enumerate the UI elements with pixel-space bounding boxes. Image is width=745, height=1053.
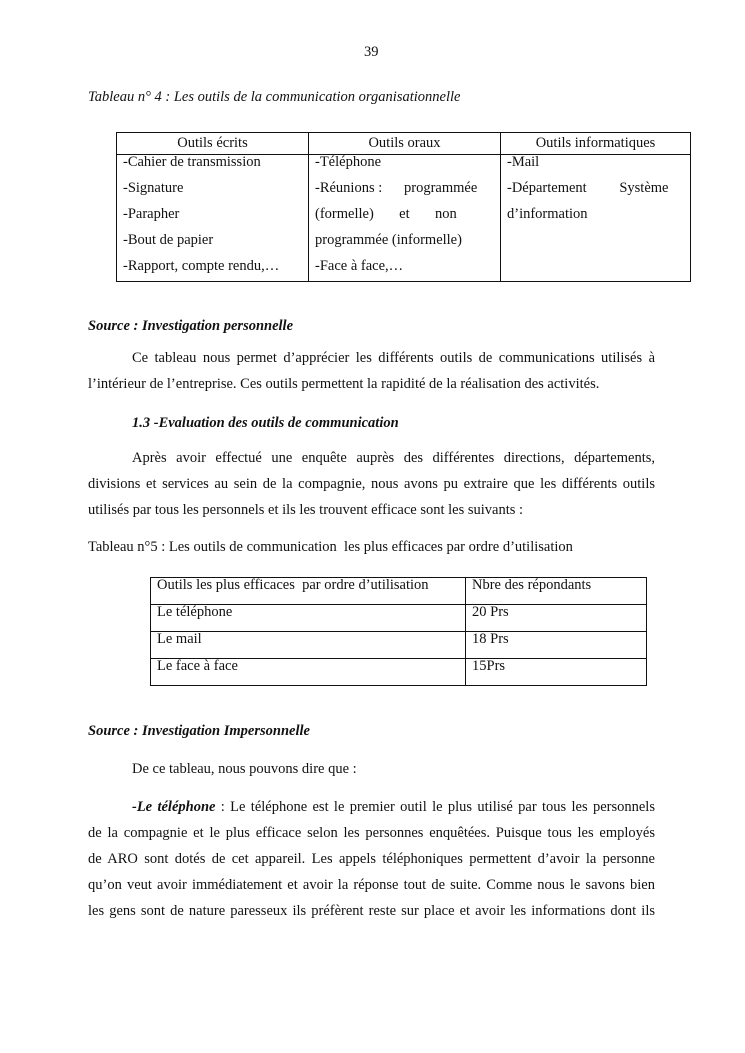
paragraph: De ce tableau, nous pouvons dire que : xyxy=(132,761,357,777)
term-telephone: -Le téléphone xyxy=(132,799,216,815)
cell-line: (formelle) et non xyxy=(315,206,457,222)
paragraph-line: utilisés par tous les personnels et ils les trouvent efficace sont les suivants : xyxy=(88,502,524,518)
cell-line: -Bout de papier xyxy=(123,232,214,248)
paragraph-line: Ce tableau nous permet d’apprécier les différents outils de communications utilisés à xyxy=(132,350,655,366)
table-cell: Le mail xyxy=(151,632,466,659)
table5-caption: Tableau n°5 : Les outils de communication les plus efficaces par ordre d’utilisation xyxy=(88,539,573,555)
cell-line: -Cahier de transmission xyxy=(123,154,261,170)
table4-caption: Tableau n° 4 : Les outils de la communication organisationnelle xyxy=(88,89,461,105)
cell-line: -Rapport, compte rendu,… xyxy=(123,258,280,274)
cell-line: -Signature xyxy=(123,180,184,196)
paragraph-line: qu’on veut avoir immédiatement et avoir la réponse tout de suite. Comme nous le savons bien xyxy=(88,877,655,893)
cell-line: -Téléphone xyxy=(315,154,382,170)
cell-line: -Réunions : programmée xyxy=(315,180,478,196)
table-cell: Le téléphone xyxy=(151,605,466,632)
table-header: Outils informatiques xyxy=(501,133,691,155)
page-number: 39 xyxy=(364,44,379,60)
table-cell: 20 Prs xyxy=(466,605,647,632)
table-cell: 15Prs xyxy=(466,659,647,686)
cell-line: programmée (informelle) xyxy=(315,232,462,248)
table-cell xyxy=(501,155,691,282)
table-header: Outils les plus efficaces par ordre d’utilisation xyxy=(151,578,466,605)
table-effective-tools xyxy=(150,577,647,686)
table-header: Outils écrits xyxy=(117,133,309,155)
table4-source: Source : Investigation personnelle xyxy=(88,318,294,334)
table-cell: Le face à face xyxy=(151,659,466,686)
table-row xyxy=(151,605,647,632)
paragraph-line: l’intérieur de l’entreprise. Ces outils permettent la rapidité de la réalisation des activités. xyxy=(88,376,600,392)
table-tools xyxy=(116,132,691,282)
table-header: Nbre des répondants xyxy=(466,578,647,605)
table-row xyxy=(151,659,647,686)
paragraph-line xyxy=(132,798,655,816)
paragraph-line: les gens sont de nature paresseux ils préfèrent reste sur place et avoir les informations dont ils xyxy=(88,903,655,919)
table-cell xyxy=(309,155,501,282)
paragraph-line: de ARO sont dotés de cet appareil. Les appels téléphoniques permettent d’avoir la personne xyxy=(88,851,655,867)
table5-source: Source : Investigation Impersonnelle xyxy=(88,723,310,739)
table-cell: 18 Prs xyxy=(466,632,647,659)
cell-line: -Département Système xyxy=(507,180,669,196)
text: : Le téléphone est le premier outil le plus utilisé par tous les personnels xyxy=(215,799,655,815)
table-cell xyxy=(117,155,309,282)
table-header: Outils oraux xyxy=(309,133,501,155)
cell-line: -Parapher xyxy=(123,206,180,222)
paragraph-line: divisions et services au sein de la compagnie, nous avons pu extraire que les différents outils xyxy=(88,476,655,492)
table-row xyxy=(151,632,647,659)
paragraph-line: Après avoir effectué une enquête auprès des différentes directions, départements, xyxy=(132,450,655,466)
cell-line: -Face à face,… xyxy=(315,258,404,274)
section-heading: 1.3 -Evaluation des outils de communication xyxy=(132,415,399,431)
paragraph-line: de la compagnie et le plus efficace selon les personnes enquêtées. Puisque tous les employés xyxy=(88,825,655,841)
cell-line: -Mail xyxy=(507,154,540,170)
cell-line: d’information xyxy=(507,206,588,222)
